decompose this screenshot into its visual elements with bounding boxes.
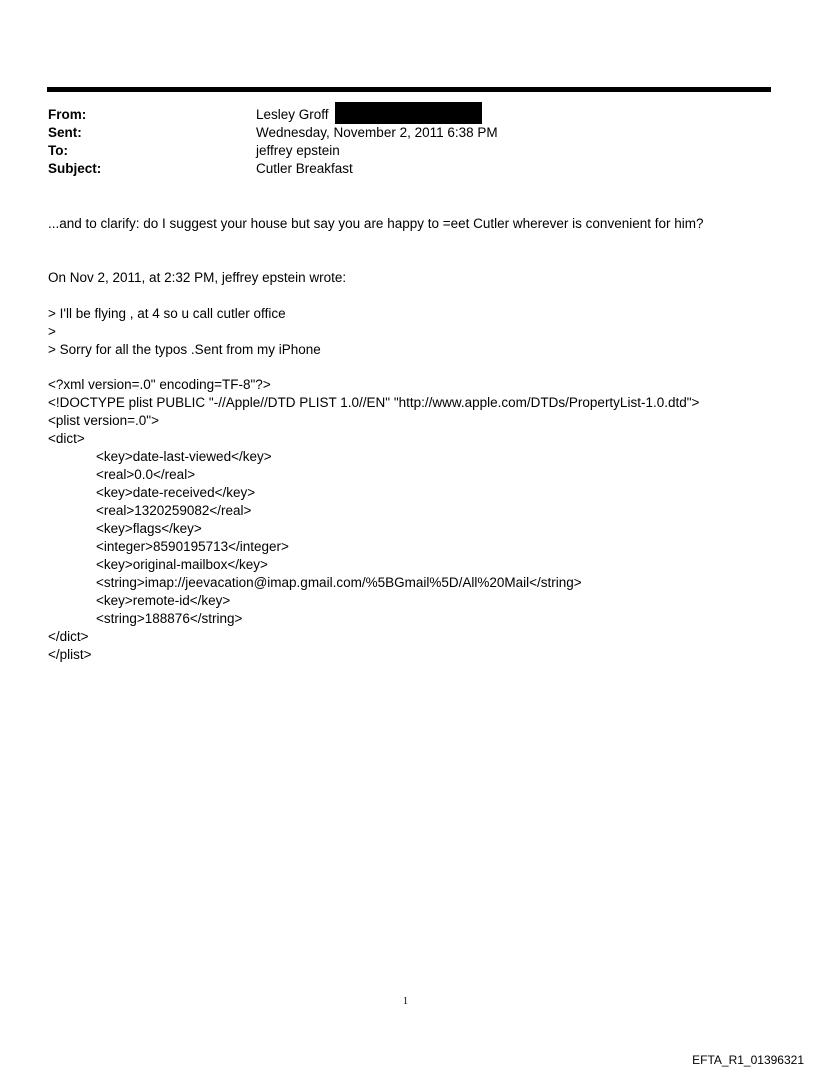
to-value: jeffrey epstein	[256, 143, 340, 158]
plist-entry: <real>0.0</real>	[96, 467, 196, 482]
from-row	[48, 106, 498, 124]
plist-entry: <key>date-received</key>	[96, 485, 256, 500]
plist-entry: <integer>8590195713</integer>	[96, 539, 289, 554]
sent-value: Wednesday, November 2, 2011 6:38 PM	[256, 125, 498, 140]
subject-label: Subject:	[48, 161, 102, 176]
from-name: Lesley Groff	[256, 107, 329, 122]
dict-close: </dict>	[48, 629, 89, 644]
plist-entry: <key>flags</key>	[96, 521, 202, 536]
redaction-block	[335, 102, 482, 124]
subject-row	[48, 160, 498, 178]
doctype-line: <!DOCTYPE plist PUBLIC "-//Apple//DTD PLIST 1.0//EN" "http://www.apple.com/DTDs/PropertyList-1.0.dtd">	[48, 395, 700, 410]
plist-entry: <key>original-mailbox</key>	[96, 557, 268, 572]
plist-entry: <key>remote-id</key>	[96, 593, 231, 608]
sent-label: Sent:	[48, 125, 82, 140]
quoted-text	[48, 305, 321, 359]
quoted-line: >	[48, 324, 56, 339]
from-label: From:	[48, 107, 87, 122]
document-id: EFTA_R1_01396321	[692, 1053, 804, 1067]
plist-entry: <key>date-last-viewed</key>	[96, 449, 272, 464]
email-header	[48, 106, 498, 178]
sent-row	[48, 124, 498, 142]
dict-open: <dict>	[48, 431, 85, 446]
quoted-line: > I'll be flying , at 4 so u call cutler office	[48, 306, 286, 321]
quoted-line: > Sorry for all the typos .Sent from my iPhone	[48, 342, 321, 357]
to-label: To:	[48, 143, 68, 158]
to-row	[48, 142, 498, 160]
plist-block	[48, 376, 699, 664]
plist-entry: <string>imap://jeevacation@imap.gmail.com/%5BGmail%5D/All%20Mail</string>	[96, 575, 582, 590]
quote-intro: On Nov 2, 2011, at 2:32 PM, jeffrey epstein wrote:	[48, 270, 347, 285]
from-value	[256, 106, 482, 124]
plist-close: </plist>	[48, 647, 92, 662]
xml-declaration: <?xml version=.0" encoding=TF-8"?>	[48, 377, 271, 392]
plist-open: <plist version=.0">	[48, 413, 159, 428]
header-rule	[47, 87, 771, 92]
message-body: ...and to clarify: do I suggest your house but say you are happy to =eet Cutler wherever is convenient for him?	[48, 216, 704, 231]
plist-entry: <string>188876</string>	[96, 611, 243, 626]
page-number: 1	[403, 996, 408, 1007]
subject-value: Cutler Breakfast	[256, 161, 353, 176]
plist-entry: <real>1320259082</real>	[96, 503, 252, 518]
